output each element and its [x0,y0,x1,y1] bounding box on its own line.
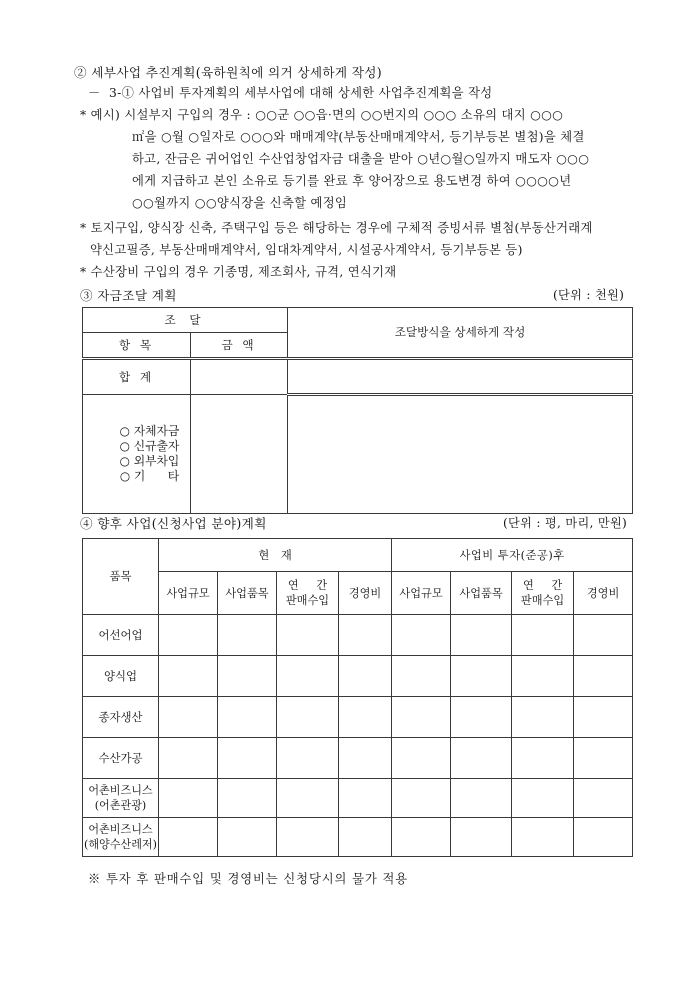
funding-method-cell-top[interactable] [288,359,633,395]
future-cell[interactable] [159,697,218,738]
future-cell[interactable] [451,656,512,697]
table-row [83,572,633,615]
future-cell[interactable] [392,818,451,857]
revenue-label-line-1-after: 연 간 [522,579,570,592]
funding-col-item: 항 목 [83,333,191,359]
section-2-bullet-1: － 3-① 사업비 투자계획의 세부사업에 대해 상세한 사업추진계획을 작성 [88,86,493,100]
future-col-category: 품목 [83,539,159,615]
future-cell[interactable] [392,738,451,779]
future-business-plan-table [82,538,633,857]
section-2-heading: ② 세부사업 추진계획(육하원칙에 의거 상세하게 작성) [74,65,383,80]
future-cell[interactable] [451,779,512,818]
table-row [83,697,633,738]
future-cell[interactable] [277,615,339,656]
future-cell[interactable] [339,818,392,857]
future-cell[interactable] [574,615,633,656]
table-row [83,656,633,697]
section-2-example-line-1: * 예시) 시설부지 구입의 경우 : ○○군 ○○읍·면의 ○○번지의 ○○○ 소유의 대지 ○○○ [80,108,564,122]
future-cell[interactable] [159,656,218,697]
future-cell[interactable] [277,656,339,697]
funding-items-amount-cell[interactable] [191,395,288,514]
future-subcol-product-current: 사업품목 [218,572,277,615]
future-row-label-5-sub: (해양수산레저) [84,838,157,851]
funding-total-label: 합 계 [83,359,191,395]
future-subcol-scale-after: 사업규모 [392,572,451,615]
future-cell[interactable] [218,738,277,779]
table-row [83,818,633,857]
table-row [83,738,633,779]
funding-item-0: ○ 자체자금 [119,424,180,438]
funding-item-1: ○ 신규출자 [119,439,180,453]
future-row-label-4 [83,779,159,818]
funding-item-2: ○ 외부차입 [119,454,180,468]
funding-total-amount-cell[interactable] [191,359,288,395]
future-cell[interactable] [451,738,512,779]
funding-method-cell-bottom[interactable] [288,395,633,514]
revenue-label-line-2-after: 판매수입 [520,594,565,607]
future-cell[interactable] [339,615,392,656]
section-4-heading: ④ 향후 사업(신청사업 분야)계획 [80,516,267,531]
future-cell[interactable] [392,779,451,818]
funding-method-header: 조달방식을 상세하게 작성 [288,308,633,359]
table-row [83,615,633,656]
future-cell[interactable] [218,615,277,656]
future-cell[interactable] [451,615,512,656]
table-row [83,308,633,333]
future-subcol-revenue-after [512,572,574,615]
section-2-example-line-4: 에게 지급하고 본인 소유로 등기를 완료 후 양어장으로 용도변경 하여 ○○○○년 [132,174,572,188]
future-cell[interactable] [339,738,392,779]
section-3-heading: ③ 자금조달 계획 [80,288,177,303]
section-4-unit-label: (단위 : 평, 마리, 만원) [503,516,628,530]
future-cell[interactable] [277,779,339,818]
future-cell[interactable] [451,818,512,857]
future-cell[interactable] [451,697,512,738]
future-subcol-product-after: 사업품목 [451,572,512,615]
section-2-note-2: * 수산장비 구입의 경우 기종명, 제조회사, 규격, 연식기재 [80,265,397,279]
future-cell[interactable] [277,697,339,738]
future-subcol-scale-current: 사업규모 [159,572,218,615]
revenue-label-line-2: 판매수입 [285,594,330,607]
future-cell[interactable] [392,697,451,738]
future-row-label-0: 어선어업 [83,615,159,656]
future-subcol-revenue-current [277,572,339,615]
future-group-after: 사업비 투자(준공)후 [392,539,633,572]
future-cell[interactable] [218,697,277,738]
future-cell[interactable] [339,779,392,818]
table-row [83,539,633,572]
table-row [83,395,633,514]
funding-group-header: 조 달 [83,308,288,333]
future-cell[interactable] [218,818,277,857]
future-cell[interactable] [512,656,574,697]
future-cell[interactable] [574,656,633,697]
section-2-note-1-line-2: 약신고필증, 부동산매매계약서, 임대차계약서, 시설공사계약서, 등기부등본 등) [90,243,523,257]
future-cell[interactable] [512,697,574,738]
future-cell[interactable] [159,818,218,857]
future-cell[interactable] [392,615,451,656]
funding-item-3: ○ 기 타 [119,469,180,483]
future-cell[interactable] [159,615,218,656]
table-row [83,359,633,395]
future-cell[interactable] [392,656,451,697]
revenue-label-line-1: 연 간 [287,579,335,592]
future-subcol-cost-after: 경영비 [574,572,633,615]
future-row-label-4-sub: (어촌관광) [94,799,147,812]
future-row-label-3: 수산가공 [83,738,159,779]
future-cell[interactable] [574,697,633,738]
section-3-unit-label: (단위 : 천원) [553,288,625,302]
future-row-label-5-main: 어촌비즈니스 [88,822,153,836]
future-row-label-1: 양식업 [83,656,159,697]
future-cell[interactable] [159,738,218,779]
future-cell[interactable] [218,779,277,818]
future-cell[interactable] [512,779,574,818]
future-cell[interactable] [512,738,574,779]
table-row [83,779,633,818]
section-2-example-line-5: ○○월까지 ○○양식장을 신축할 예정임 [132,196,348,210]
future-cell[interactable] [218,656,277,697]
future-cell[interactable] [159,779,218,818]
future-cell[interactable] [277,738,339,779]
future-cell[interactable] [277,818,339,857]
future-subcol-cost-current: 경영비 [339,572,392,615]
future-cell[interactable] [339,697,392,738]
section-2-example-line-2: ㎡을 ○월 ○일자로 ○○○와 매매계약(부동산매매계약서, 등기부등본 별첨)을 체결 [132,130,585,144]
future-cell[interactable] [512,615,574,656]
funding-col-amount: 금 액 [191,333,288,359]
future-row-label-4-main: 어촌비즈니스 [88,783,153,797]
future-cell[interactable] [512,818,574,857]
future-group-current: 현 재 [159,539,392,572]
section-2-note-1-line-1: * 토지구입, 양식장 신축, 주택구입 등은 해당하는 경우에 구체적 증빙서류 별첨(부동산거래계 [80,221,593,235]
future-row-label-5 [83,818,159,857]
future-cell[interactable] [574,779,633,818]
funding-plan-table [82,307,633,514]
future-cell[interactable] [574,818,633,857]
section-2-example-line-3: 하고, 잔금은 귀어업인 수산업창업자금 대출을 받아 ○년○월○일까지 매도자 ○○○ [132,152,590,166]
future-cell[interactable] [339,656,392,697]
section-4-footnote: ※ 투자 후 판매수입 및 경영비는 신청당시의 물가 적용 [88,872,409,886]
funding-item-list [83,395,191,514]
future-cell[interactable] [574,738,633,779]
future-row-label-2: 종자생산 [83,697,159,738]
